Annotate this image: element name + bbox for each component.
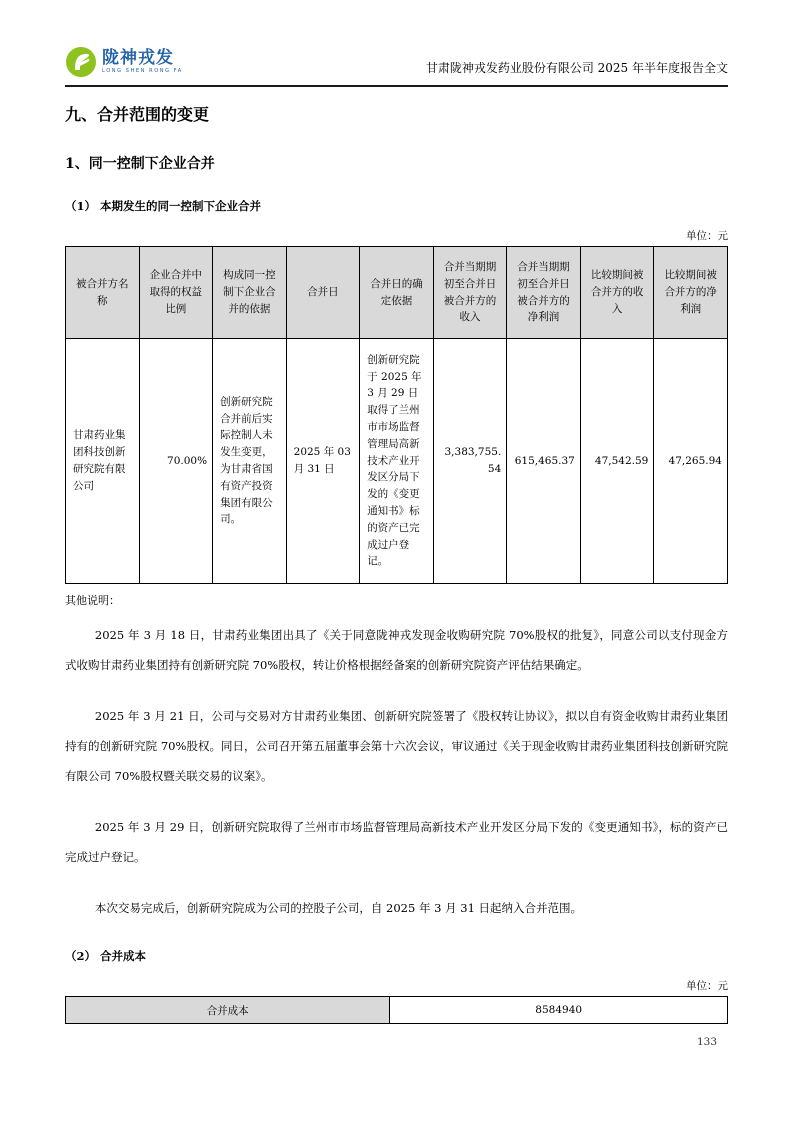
cell-merge-date: 2025 年 03 月 31 日 bbox=[286, 339, 360, 584]
col-header-prior-revenue: 比较期间被合并方的收入 bbox=[580, 247, 654, 339]
cost-label-cell: 合并成本 bbox=[66, 997, 390, 1024]
col-header-equity-ratio: 企业合并中取得的权益比例 bbox=[139, 247, 213, 339]
note-paragraph-4: 本次交易完成后，创新研究院成为公司的控股子公司，自 2025 年 3 月 31 日起纳入合并范围。 bbox=[94, 901, 583, 915]
cell-prior-net-profit: 47,265.94 bbox=[654, 339, 728, 584]
company-logo-text bbox=[102, 50, 183, 74]
unit-label-2: 单位：元 bbox=[686, 980, 728, 992]
brand-name-cn: 陇神戎发 bbox=[102, 48, 174, 68]
note-paragraph-2: 2025 年 3 月 21 日，公司与交易对方甘肃药业集团、创新研究院签署了《股权转让协议》，拟以自有资金收购甘肃药业集团持有的创新研究院 70%股权。同日，公司召开第五届董事会第十六次会议，审议通过《关于现金收购甘肃药业集团科技创新研究院有限公司 70%股权暨关联交易的议案》。 bbox=[65, 709, 728, 783]
cost-table bbox=[65, 996, 728, 1024]
cell-revenue-to-date: 3,383,755.54 bbox=[433, 339, 507, 584]
col-header-revenue-to-date: 合并当期期初至合并日被合并方的收入 bbox=[433, 247, 507, 339]
company-logo-icon bbox=[65, 46, 97, 78]
cell-net-profit-to-date: 615,465.37 bbox=[507, 339, 581, 584]
unit-label-1: 单位：元 bbox=[686, 230, 728, 242]
company-logo bbox=[65, 46, 183, 78]
col-header-merge-date: 合并日 bbox=[286, 247, 360, 339]
cell-prior-revenue: 47,542.59 bbox=[580, 339, 654, 584]
merge-table bbox=[65, 246, 728, 584]
note-paragraph-3: 2025 年 3 月 29 日，创新研究院取得了兰州市市场监督管理局高新技术产业开发区分局下发的《变更通知书》，标的资产已完成过户登记。 bbox=[65, 820, 728, 864]
note-paragraph-1: 2025 年 3 月 18 日，甘肃药业集团出具了《关于同意陇神戎发现金收购研究院 70%股权的批复》，同意公司以支付现金方式收购甘肃药业集团持有创新研究院 70%股权，转让价格根据经备案的创新研究院资产评估结果确定。 bbox=[65, 628, 728, 672]
col-header-merged-party: 被合并方名称 bbox=[66, 247, 140, 339]
item2-heading: （2） 合并成本 bbox=[65, 949, 147, 963]
section-heading: 九、合并范围的变更 bbox=[65, 105, 210, 124]
cost-value-cell: 8584940 bbox=[390, 997, 728, 1024]
page-number: 133 bbox=[696, 1036, 717, 1048]
merge-table-header-row bbox=[66, 247, 728, 339]
col-header-merge-basis: 构成同一控制下企业合并的依据 bbox=[213, 247, 287, 339]
col-header-date-basis: 合并日的确定依据 bbox=[360, 247, 434, 339]
cell-merge-basis: 创新研究院合并前后实际控制人未发生变更，为甘肃省国有资产投资集团有限公司。 bbox=[213, 339, 287, 584]
brand-name-en: LONG SHEN RONG FA bbox=[102, 68, 183, 74]
cost-table-row bbox=[66, 997, 728, 1024]
other-notes-label: 其他说明： bbox=[65, 594, 120, 607]
page-header bbox=[65, 46, 728, 87]
cell-date-basis: 创新研究院于 2025 年 3 月 29 日取得了兰州市市场监督管理局高新技术产业开发区分局下发的《变更通知书》标的资产已完成过户登记。 bbox=[360, 339, 434, 584]
merge-table-data-row bbox=[66, 339, 728, 584]
cell-merged-party-name: 甘肃药业集团科技创新研究院有限公司 bbox=[66, 339, 140, 584]
document-title: 甘肃陇神戎发药业股份有限公司 2025 年半年度报告全文 bbox=[425, 61, 728, 75]
cell-equity-ratio: 70.00% bbox=[139, 339, 213, 584]
col-header-net-profit-to-date: 合并当期期初至合并日被合并方的净利润 bbox=[507, 247, 581, 339]
col-header-prior-net-profit: 比较期间被合并方的净利润 bbox=[654, 247, 728, 339]
subsection-heading: 1、同一控制下企业合并 bbox=[65, 156, 215, 172]
item1-heading: （1） 本期发生的同一控制下企业合并 bbox=[65, 199, 262, 213]
